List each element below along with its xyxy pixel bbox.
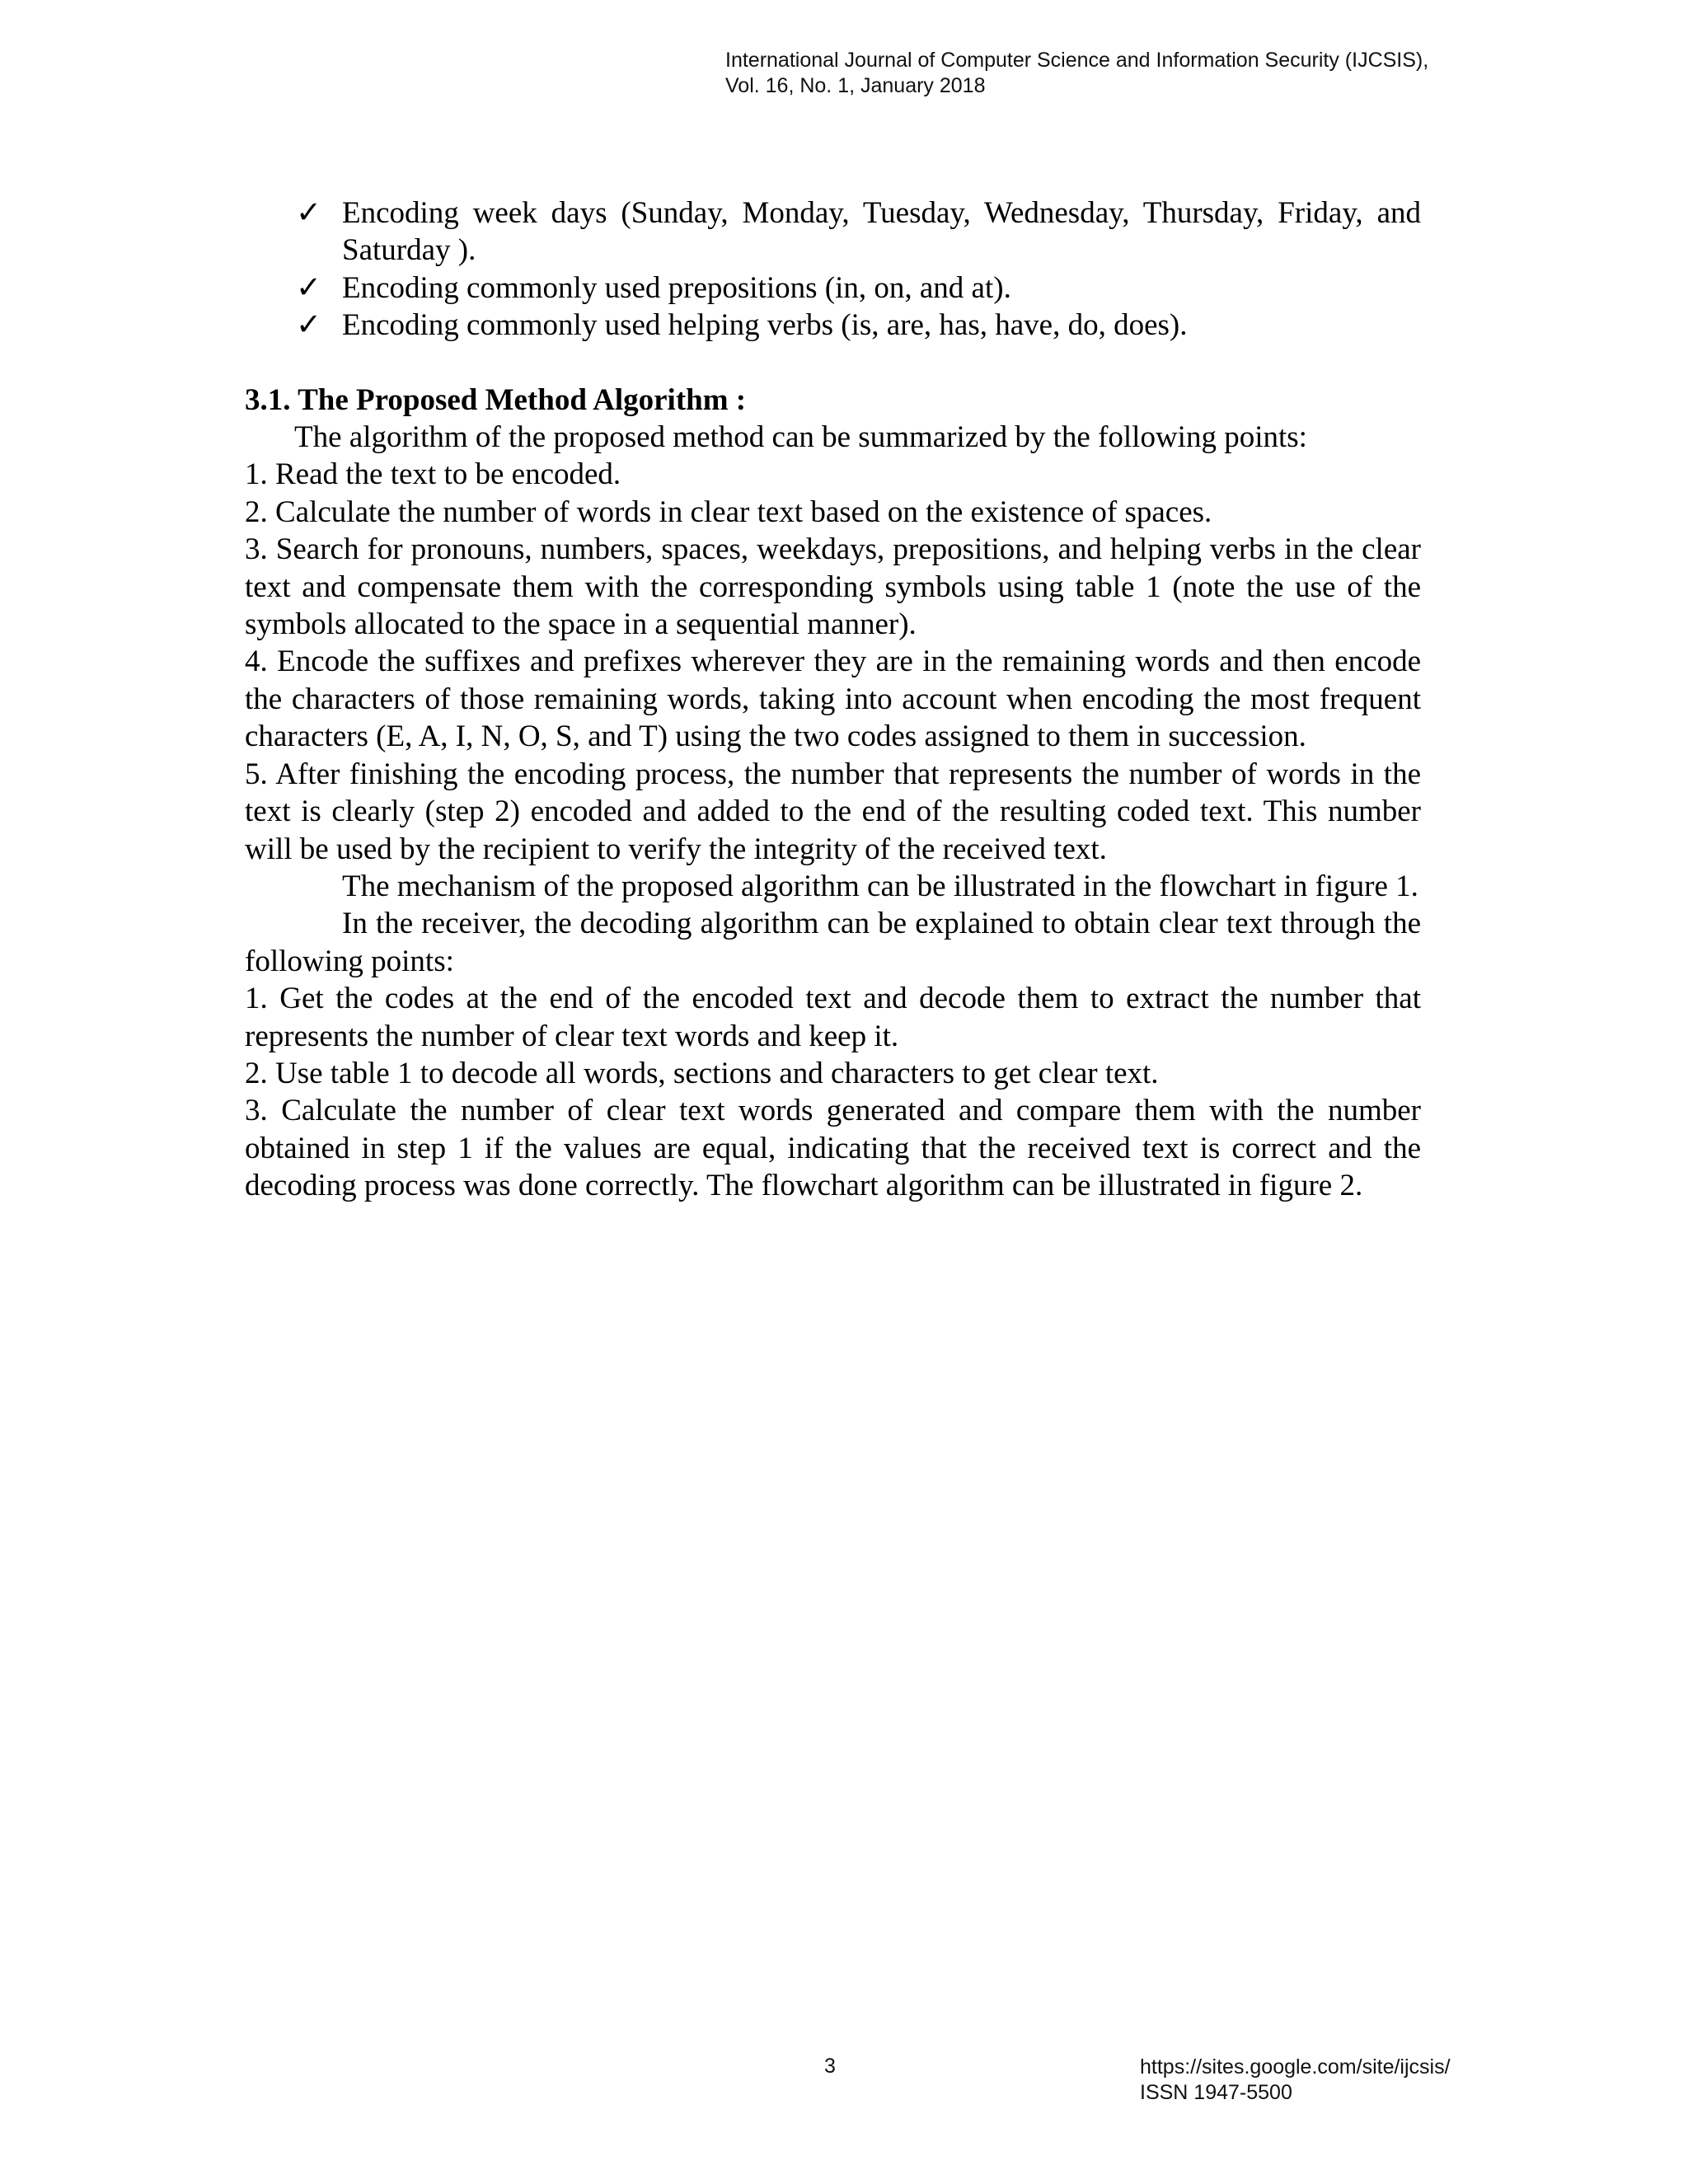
list-item <box>245 307 1421 344</box>
list-item <box>245 194 1421 269</box>
bullet-list <box>245 194 1421 344</box>
encode-step: 4. Encode the suffixes and prefixes wherever they are in the remaining words and then encode the characters of those remaining words, taking into account when encoding the most frequent characters (E, A, I, N, O, S, and T) using the two codes assigned to them in succession. <box>245 644 1421 754</box>
page-number: 3 <box>824 2055 836 2078</box>
receiver-paragraph: In the receiver, the decoding algorithm can be explained to obtain clear text through the following points: <box>245 907 1421 978</box>
checkmark-icon: ✓ <box>296 196 322 230</box>
encode-step: 3. Search for pronouns, numbers, spaces, weekdays, prepositions, and helping verbs in the clear text and compensate them with the corresponding symbols using table 1 (note the use of the symbols allocated to the space in a sequential manner). <box>245 532 1421 642</box>
decode-step: 1. Get the codes at the end of the encoded text and decode them to extract the number that represents the number of clear text words and keep it. <box>245 982 1421 1053</box>
footer-info <box>1140 2055 1451 2106</box>
page-body <box>245 194 1421 1205</box>
checkmark-icon: ✓ <box>296 308 322 343</box>
intro-paragraph: The algorithm of the proposed method can be summarized by the following points: <box>294 420 1307 455</box>
checkmark-icon: ✓ <box>296 270 322 305</box>
decode-step: 2. Use table 1 to decode all words, sections and characters to get clear text. <box>245 1056 1159 1090</box>
bullet-text: Encoding commonly used prepositions (in, on, and at). <box>342 270 1011 305</box>
encode-step: 5. After finishing the encoding process, the number that represents the number of words in the text is clearly (step 2) encoded and added to the end of the resulting coded text. This number will be used by the recipient to verify the integrity of the received text. <box>245 757 1421 866</box>
decode-step: 3. Calculate the number of clear text words generated and compare them with the number obtained in step 1 if the values are equal, indicating that the received text is correct and the decoding process was done correctly. The flowchart algorithm can be illustrated in figure 2. <box>245 1094 1421 1203</box>
encode-step: 2. Calculate the number of words in clear text based on the existence of spaces. <box>245 494 1212 529</box>
bullet-text: Encoding week days (Sunday, Monday, Tuesday, Wednesday, Thursday, Friday, and Saturday ). <box>342 196 1421 268</box>
bullet-text: Encoding commonly used helping verbs (is, are, has, have, do, does). <box>342 308 1188 343</box>
footer-issn: ISSN 1947-5500 <box>1140 2081 1292 2104</box>
encode-step: 1. Read the text to be encoded. <box>245 457 621 492</box>
journal-volume: Vol. 16, No. 1, January 2018 <box>725 74 986 97</box>
list-item <box>245 269 1421 307</box>
running-header <box>725 48 1428 99</box>
journal-title: International Journal of Computer Science and Information Security (IJCSIS), <box>725 49 1429 72</box>
section-heading: 3.1. The Proposed Method Algorithm : <box>245 382 747 417</box>
mechanism-paragraph: The mechanism of the proposed algorithm can be illustrated in the flowchart in figure 1. <box>342 869 1418 903</box>
footer-url: https://sites.google.com/site/ijcsis/ <box>1140 2055 1451 2079</box>
